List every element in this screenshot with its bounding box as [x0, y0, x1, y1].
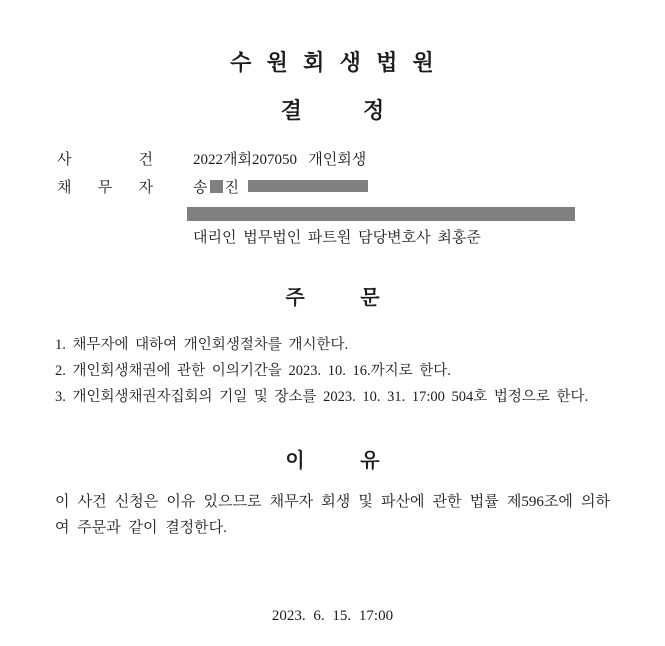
order-list	[55, 332, 625, 410]
debtor-row	[0, 179, 665, 197]
representative-line: 대리인 법무법인 파트원 담당변호사 최홍준	[193, 230, 481, 246]
redaction-box-name-middle	[210, 180, 223, 193]
case-number-label: 사 건	[57, 152, 153, 168]
decision-date: 2023. 6. 15. 17:00	[271, 608, 394, 624]
case-number-value: 2022개회207050 개인회생	[193, 152, 367, 168]
debtor-label: 채 무 자	[57, 180, 153, 196]
redaction-bar-address	[187, 207, 575, 221]
decision-title: 결 정	[280, 98, 385, 123]
debtor-name-last: 진	[224, 180, 239, 196]
order-heading: 주 문	[285, 287, 380, 309]
case-number-row	[0, 151, 665, 169]
debtor-name	[193, 179, 368, 197]
order-item-3: 3. 개인회생채권자집회의 기일 및 장소를 2023. 10. 31. 17:00 504호 법정으로 한다.	[55, 389, 589, 405]
debtor-name-first: 송	[193, 180, 208, 196]
court-name-title: 수 원 회 생 법 원	[230, 50, 435, 75]
reason-heading: 이 유	[285, 450, 380, 472]
reason-body: 이 사건 신청은 이유 있으므로 채무자 회생 및 파산에 관한 법률 제596조에 의하여 주문과 같이 결정한다.	[55, 494, 610, 536]
order-item-2: 2. 개인회생채권에 관한 이의기간을 2023. 10. 16.까지로 한다.	[55, 363, 451, 379]
order-item-1: 1. 채무자에 대하여 개인회생절차를 개시한다.	[55, 337, 349, 353]
redaction-bar-name-suffix	[248, 180, 368, 192]
case-meta-section	[0, 151, 665, 247]
